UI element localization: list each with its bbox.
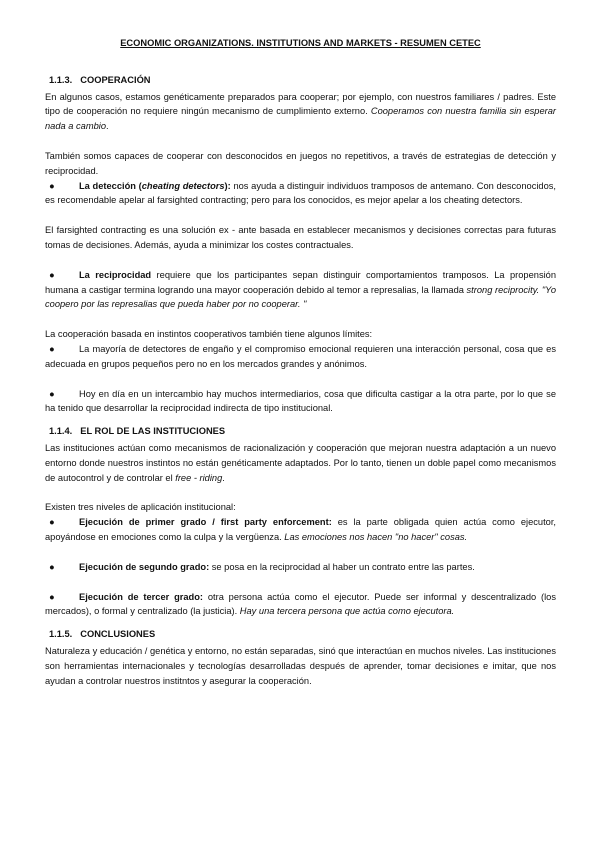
section-title: CONCLUSIONES [80, 629, 156, 640]
bullet-item [45, 387, 556, 417]
bullet-italic: Hay una tercera persona que actúa como ejecutora. [239, 606, 455, 617]
bullet-bold-italic: cheating detectors [141, 180, 225, 191]
bullet-bold: Ejecución de segundo grado: [79, 561, 210, 572]
section-title: EL ROL DE LAS INSTITUCIONES [80, 426, 226, 437]
paragraph: La cooperación basada en instintos cooperativos también tiene algunos límites: [45, 329, 373, 340]
bullet-text: se posa en la reciprocidad al haber un contrato entre las partes. [209, 561, 475, 572]
bullet-italic: strong reciprocity. "Yo coopero por las represalias que pueda haber por no cooperar. " [45, 284, 556, 310]
section-heading-conclusiones [49, 627, 556, 642]
bullet-bold: La detección [79, 180, 136, 191]
bullet-bold-paren: ( [135, 180, 142, 191]
bullet-dot-icon: ● [49, 343, 55, 354]
section-number: 1.1.4. [49, 426, 73, 437]
bullet-text: es la parte obligada quien actúa como ejecutor, apoyándose en emociones como la culpa y la vergüenza. [45, 517, 556, 542]
section-number: 1.1.5. [49, 629, 73, 640]
paragraph [45, 90, 556, 134]
bullet-text: nos ayuda a distinguir individuos tramposos de antemano. Con desconocidos, es recomendable apelar al farsighted contracting; pero para los conocidos, es mejor apelar a los cheating detectors. [45, 180, 556, 206]
bullet-item [45, 268, 556, 312]
bullet-dot-icon: ● [49, 517, 55, 528]
bullet-dot-icon: ● [49, 180, 55, 191]
section-heading-cooperacion [49, 73, 556, 88]
paragraph: El farsighted contracting es una solución ex - ante basada en establecer mecanismos y decisiones correctas para futuras tomas de decisiones. Además, ayuda a minimizar los costes contractuales. [45, 225, 556, 250]
bullet-dot-icon: ● [49, 591, 55, 602]
bullet-text: La mayoría de detectores de engaño y el compromiso emocional requieren una interacción personal, cosa que es adecuada en grupos pequeños pero no en los mercados grandes y anónimos. [45, 343, 556, 369]
paragraph: Existen tres niveles de aplicación institucional: [45, 502, 236, 513]
paragraph-end: . [106, 121, 109, 132]
bullet-dot-icon: ● [49, 269, 55, 280]
bullet-text: Hoy en día en un intercambio hay muchos intermediarios, cosa que dificulta castigar a la otra parte, por lo que se ha tenido que desarrollar la reciprocidad indirecta de tipo institucional. [45, 388, 556, 414]
document-title: ECONOMIC ORGANIZATIONS. INSTITUTIONS AND MARKETS - RESUMEN CETEC [120, 38, 481, 48]
paragraph-italic: Cooperamos con nuestra familia sin esperar nada a cambio [45, 106, 556, 132]
bullet-item [45, 560, 556, 575]
paragraph-text: Las instituciones actúan como mecanismos de racionalización y cooperación que mejoran nuestra adaptación a un nuevo entorno donde nuestros instintos no están genéticamente adaptados. Por lo tanto, tienen un doble papel como mecanismos de autocontrol y de controlar el [45, 442, 556, 483]
paragraph-italic: free - riding [175, 472, 223, 483]
bullet-dot-icon: ● [49, 561, 55, 572]
bullet-dot-icon: ● [49, 388, 55, 399]
section-number: 1.1.3. [49, 74, 73, 85]
paragraph-text: En algunos casos, estamos genéticamente preparados para cooperar; por ejemplo, con nuestros familiares / padres. Este tipo de cooperación no requiere ningún mecanismo de cumplimiento externo. [45, 91, 556, 117]
paragraph-end: . [222, 472, 225, 483]
bullet-item [45, 515, 556, 545]
bullet-text: otra persona actúa como el ejecutor. Puede ser informal y descentralizado (los mercados), o formal y centralizado (la justicia). [45, 591, 556, 617]
bullet-text: requiere que los participantes sepan distinguir comportamientos tramposos. La propensión humana a castigar termina logrando una mayor cooperación debido al temor a represalias, la llamada [45, 269, 556, 295]
bullet-bold: Ejecución de tercer grado: [79, 591, 204, 602]
paragraph [45, 441, 556, 485]
paragraph: También somos capaces de cooperar con desconocidos en juegos no repetitivos, a través de estrategias de detección y reciprocidad. [45, 150, 556, 176]
bullet-italic: Las emociones nos hacen "no hacer" cosas. [284, 531, 468, 542]
bullet-item [45, 590, 556, 620]
bullet-item [45, 342, 556, 372]
paragraph: Naturaleza y educación / genética y entorno, no están separadas, sinó que interactúan en muchos niveles. Las instituciones son herramientas internacionales y tecnologías desarrolladas después de aprender, tomar decisiones e imitar, que nos ayudan a controlar nuestros institntos y asegurar la cooperación. [45, 645, 556, 686]
bullet-item [45, 179, 556, 209]
bullet-bold-paren-close: ): [224, 180, 231, 191]
bullet-bold: La reciprocidad [79, 269, 152, 280]
section-title: COOPERACIÓN [80, 74, 151, 85]
section-heading-instituciones [49, 424, 556, 439]
bullet-bold: Ejecución de primer grado / first party enforcement: [79, 517, 332, 528]
